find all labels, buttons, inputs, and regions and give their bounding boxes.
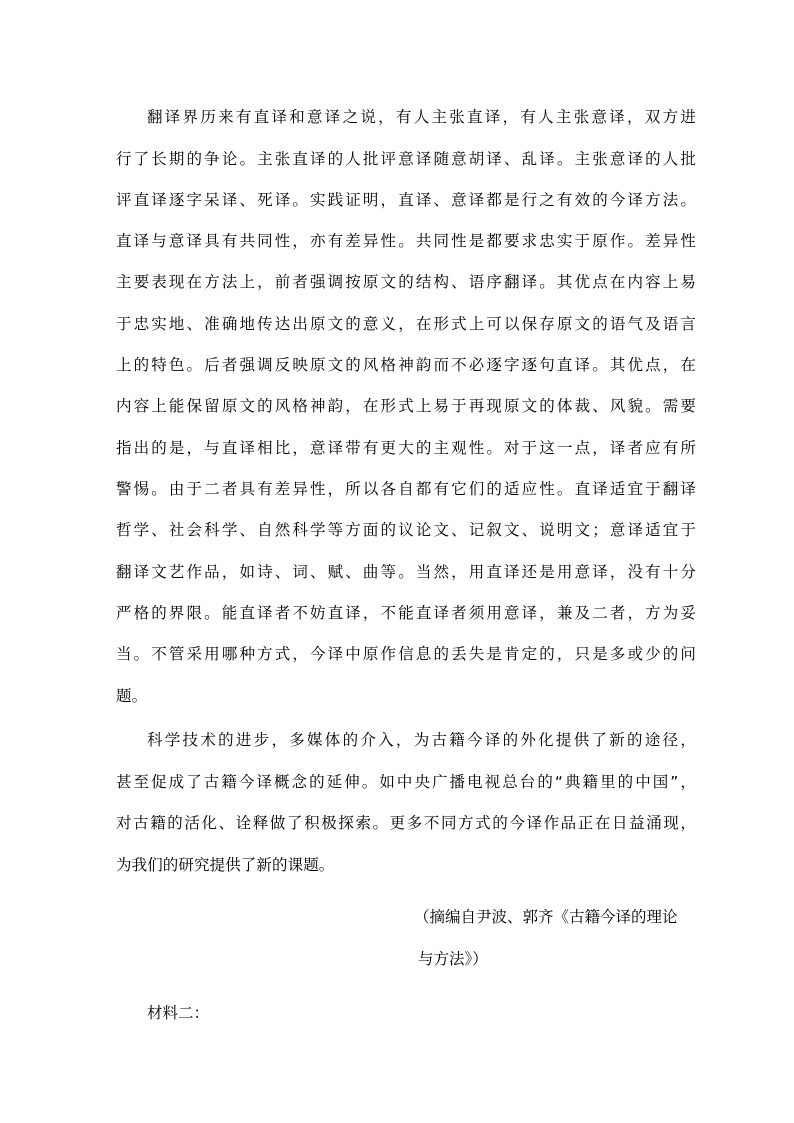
paragraph-line: 主要表现在方法上，前者强调按原文的结构、语序翻译。其优点在内容上易 (116, 273, 696, 291)
paragraph-line: 内容上能保留原文的风格神韵，在形式上易于再现原文的体裁、风貌。需要 (116, 397, 696, 415)
paragraph-line: 题。 (116, 687, 148, 705)
paragraph-line: 行了长期的争论。主张直译的人批评意译随意胡译、乱译。主张意译的人批 (116, 150, 696, 168)
paragraph-line: 指出的是，与直译相比，意译带有更大的主观性。对于这一点，译者应有所 (116, 439, 696, 457)
paragraph-line: 于忠实地、准确地传达出原文的意义，在形式上可以保存原文的语气及语言 (116, 315, 696, 333)
section-label: 材料二： (147, 1004, 210, 1022)
paragraph-line: 为我们的研究提供了新的课题。 (116, 856, 335, 874)
paragraph-line: 翻译界历来有直译和意译之说，有人主张直译，有人主张意译，双方进 (147, 108, 696, 126)
paragraph-line: 当。不管采用哪种方式，今译中原作信息的丢失是肯定的，只是多或少的问 (116, 645, 696, 663)
paragraph-line: 评直译逐字呆译、死译。实践证明，直译、意译都是行之有效的今译方法。 (116, 191, 696, 209)
paragraph-line: 警惕。由于二者具有差异性，所以各自都有它们的适应性。直译适宜于翻译 (116, 480, 696, 498)
paragraph-line: 甚至促成了古籍今译概念的延伸。如中央广播电视总台的“典籍里的中国”， (116, 773, 696, 791)
paragraph-line: 科学技术的进步，多媒体的介入，为古籍今译的外化提供了新的途径， (147, 731, 696, 749)
paragraph-line: 对古籍的活化、诠释做了积极探索。更多不同方式的今译作品正在日益涌现， (116, 814, 696, 832)
paragraph-line: 直译与意译具有共同性，亦有差异性。共同性是都要求忠实于原作。差异性 (116, 232, 696, 250)
citation-line: 与方法》） (418, 950, 488, 968)
paragraph-line: 翻译文艺作品，如诗、词、赋、曲等。当然，用直译还是用意译，没有十分 (116, 563, 696, 581)
paragraph-line: 上的特色。后者强调反映原文的风格神韵而不必逐字逐句直译。其优点，在 (116, 356, 696, 374)
paragraph-line: 哲学、社会科学、自然科学等方面的议论文、记叙文、说明文；意译适宜于 (116, 521, 696, 539)
paragraph-line: 严格的界限。能直译者不妨直译，不能直译者须用意译，兼及二者，方为妥 (116, 604, 696, 622)
citation-line: （摘编自尹波、郭齐《古籍今译的理论 (414, 908, 678, 926)
